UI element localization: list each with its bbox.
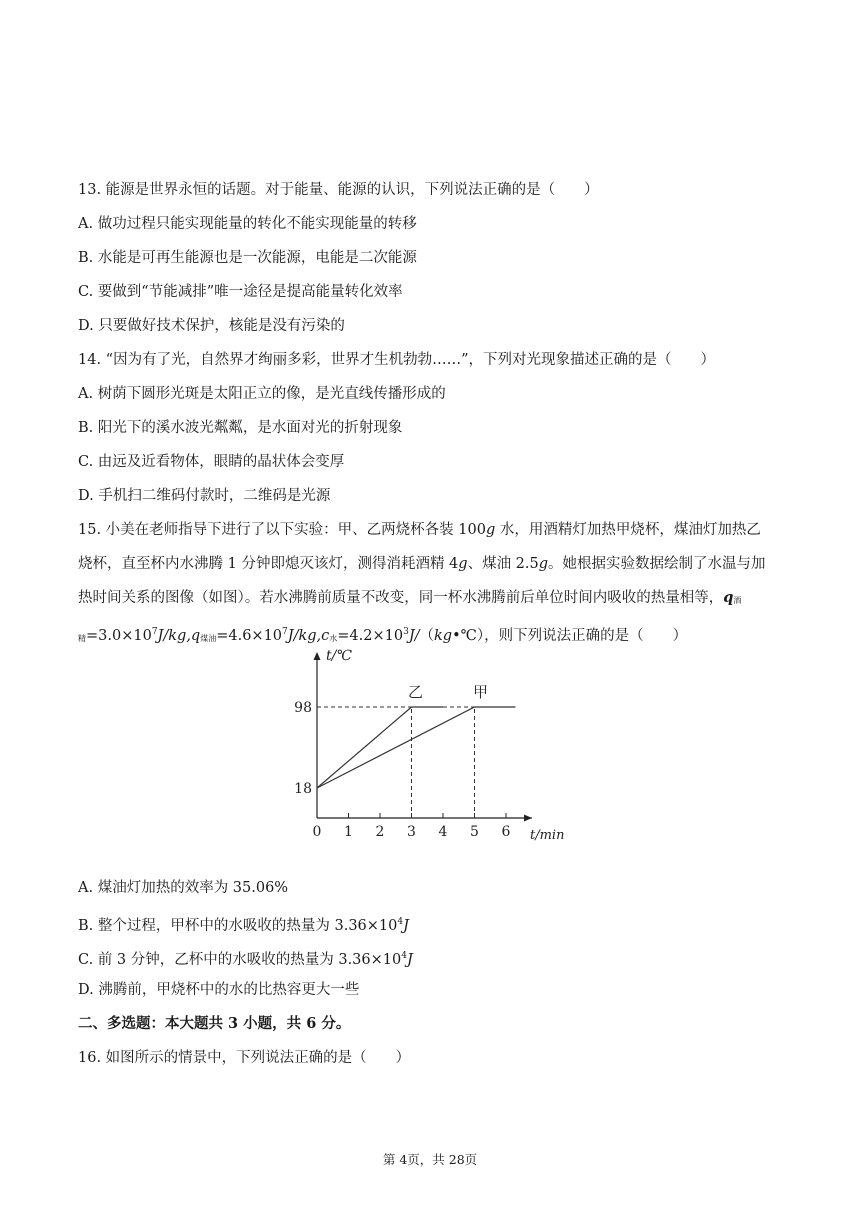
q13-option-c: C. 要做到“节能减排”唯一途径是提高能量转化效率 bbox=[78, 284, 403, 300]
x-tick-label: 0 bbox=[312, 824, 322, 840]
x-tick-label: 6 bbox=[501, 824, 511, 840]
temperature-time-chart bbox=[290, 640, 580, 850]
q15-stem-line4: $_精=3.0\times 10^7J/kg,q_{煤油}=4.6\times 10^7J/kg,c_水=4.2\times 10^3J/(kg•℃)$，则下列说法正确的是（ ） bbox=[78, 627, 688, 644]
y-axis-label: t/℃ bbox=[326, 648, 353, 664]
q15-stem-line1: 15. 小美在老师指导下进行了以下实验：甲、乙两烧杯各装 100g 水，用酒精灯加热甲烧杯，煤油灯加热乙 bbox=[78, 522, 761, 538]
y-axis-arrow bbox=[314, 652, 321, 660]
q13-option-d: D. 只要做好技术保护，核能是没有污染的 bbox=[78, 318, 345, 334]
q15-stem-line2: 烧杯，直至杯内水沸腾 1 分钟即熄灭该灯，测得消耗酒精 4g、煤油 2.5g。她根据实验数据绘制了水温与加 bbox=[78, 556, 766, 572]
q15-option-c: C. 前 3 分钟，乙杯中的水吸收的热量为 $3.36\times 10^4J$ bbox=[78, 951, 413, 968]
y-tick-label: 98 bbox=[294, 700, 312, 716]
q16-stem: 16. 如图所示的情景中，下列说法正确的是（ ） bbox=[78, 1050, 411, 1066]
x-axis-label: t/min bbox=[530, 828, 565, 843]
x-axis-arrow bbox=[524, 815, 532, 822]
q14-option-a: A. 树荫下圆形光斑是太阳正立的像，是光直线传播形成的 bbox=[78, 386, 446, 402]
x-tick-label: 4 bbox=[438, 824, 448, 840]
q14-option-b: B. 阳光下的溪水波光粼粼，是水面对光的折射现象 bbox=[78, 420, 403, 436]
q14-option-c: C. 由远及近看物体，眼睛的晶状体会变厚 bbox=[78, 454, 345, 470]
q13-option-a: A. 做功过程只能实现能量的转化不能实现能量的转移 bbox=[78, 216, 417, 232]
q15-option-a: A. 煤油灯加热的效率为 35.06% bbox=[78, 880, 289, 896]
q14-stem: 14. “因为有了光，自然界才绚丽多彩，世界才生机勃勃……”，下列对光现象描述正确的是（ ） bbox=[78, 352, 715, 368]
q13-option-b: B. 水能是可再生能源也是一次能源，电能是二次能源 bbox=[78, 250, 417, 266]
q15-option-d: D. 沸腾前，甲烧杯中的水的比热容更大一些 bbox=[78, 982, 360, 998]
page-footer: 第 4页，共 28页 bbox=[382, 1152, 478, 1167]
series-line-yi bbox=[317, 707, 443, 788]
q14-option-d: D. 手机扫二维码付款时，二维码是光源 bbox=[78, 488, 331, 504]
x-tick-label: 5 bbox=[470, 824, 479, 840]
x-tick-label: 1 bbox=[344, 824, 353, 840]
x-tick-label: 2 bbox=[375, 824, 385, 840]
q15-stem-line3: 热时间关系的图像（如图）。若水沸腾前质量不改变，同一杯水沸腾前后单位时间内吸收的热量相等，$q_酒$ bbox=[78, 589, 742, 606]
series-line-jia bbox=[317, 707, 515, 788]
section-heading: 二、多选题：本大题共 3 小题，共 6 分。 bbox=[78, 1015, 351, 1032]
q15-option-b: B. 整个过程，甲杯中的水吸收的热量为 $3.36\times 10^4J$ bbox=[78, 917, 409, 934]
x-tick-label: 3 bbox=[407, 824, 416, 840]
series-label: 甲 bbox=[472, 683, 489, 701]
series-label: 乙 bbox=[407, 683, 424, 701]
q13-stem: 13. 能源是世界永恒的话题。对于能量、能源的认识，下列说法正确的是（ ） bbox=[78, 182, 599, 198]
y-tick-label: 18 bbox=[294, 781, 312, 797]
